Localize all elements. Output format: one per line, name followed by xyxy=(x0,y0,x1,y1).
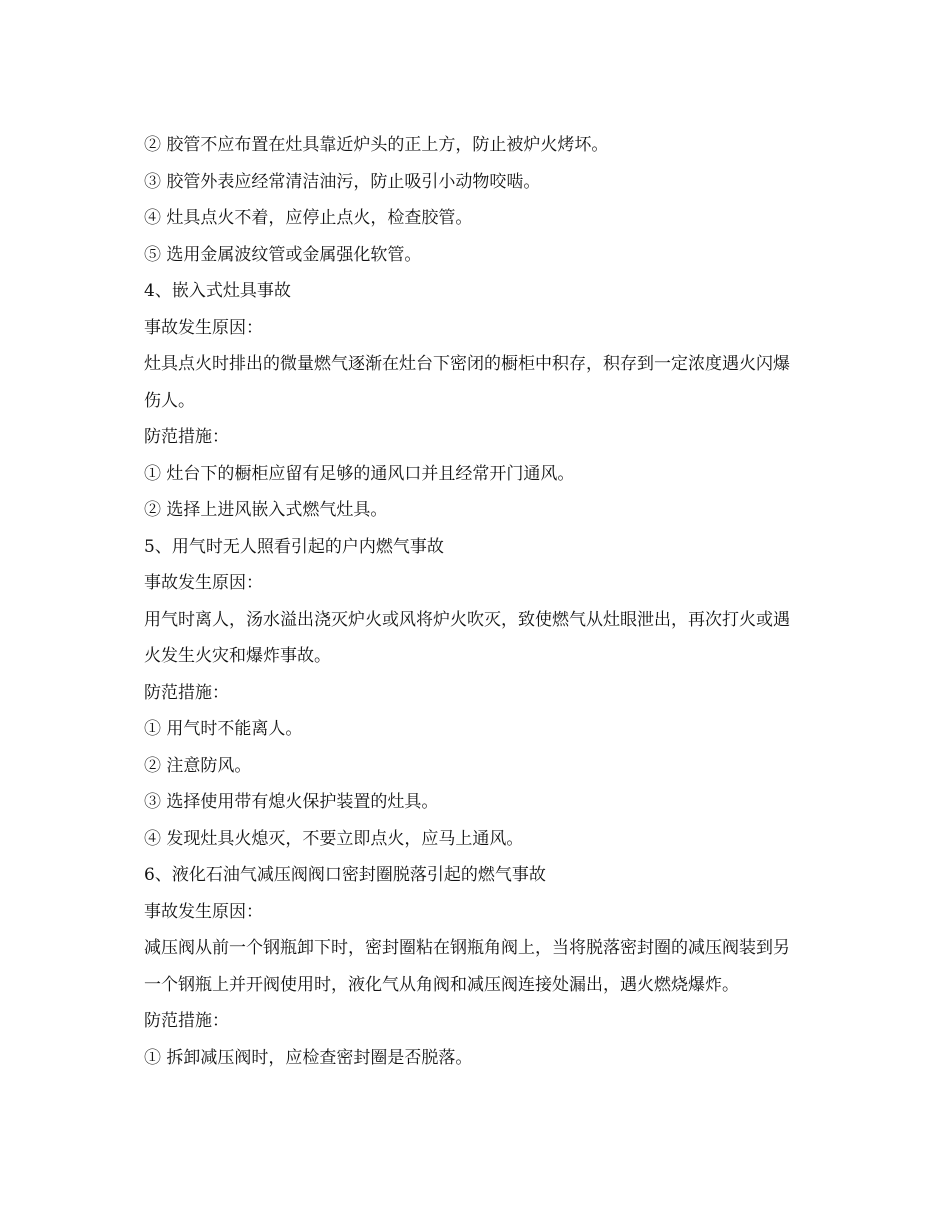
measure-item: ⑤ 选用金属波纹管或金属强化软管。 xyxy=(144,244,422,265)
measure-item: ④ 灶具点火不着，应停止点火，检查胶管。 xyxy=(144,208,473,228)
measure-item: ② 选择上进风嵌入式燃气灶具。 xyxy=(144,500,388,520)
cause-label: 事故发生原因： xyxy=(144,317,263,338)
measure-item: ① 拆卸减压阀时，应检查密封圈是否脱落。 xyxy=(144,1047,473,1068)
section-heading: 6、液化石油气减压阀阀口密封圈脱落引起的燃气事故 xyxy=(144,865,546,885)
measures-label: 防范措施： xyxy=(144,427,229,447)
measure-item: ② 胶管不应布置在灶具靠近炉头的正上方，防止被炉火烤坏。 xyxy=(144,135,609,155)
section-heading: 4、嵌入式灶具事故 xyxy=(144,281,291,301)
section-heading: 5、用气时无人照看引起的户内燃气事故 xyxy=(144,536,444,557)
measure-item: ③ 选择使用带有熄火保护装置的灶具。 xyxy=(144,792,439,812)
measures-label: 防范措施： xyxy=(144,682,229,703)
measure-item: ② 注意防风。 xyxy=(144,755,252,776)
cause-label: 事故发生原因： xyxy=(144,901,263,922)
measure-item: ① 用气时不能离人。 xyxy=(144,719,303,739)
measure-item: ④ 发现灶具火熄灭，不要立即点火，应马上通风。 xyxy=(144,828,524,849)
cause-label: 事故发生原因： xyxy=(144,573,263,593)
cause-text: 用气时离人，汤水溢出浇灭炉火或风将炉火吹灭，致使燃气从灶眼泄出，再次打火或遇火发生火灾和爆炸事故。 xyxy=(144,609,790,666)
measures-label: 防范措施： xyxy=(144,1011,229,1031)
document-body xyxy=(144,127,804,1076)
cause-text: 灶具点火时排出的微量燃气逐渐在灶台下密闭的橱柜中积存，积存到一定浓度遇火闪爆伤人。 xyxy=(144,354,790,411)
measure-item: ③ 胶管外表应经常清洁油污，防止吸引小动物咬啮。 xyxy=(144,171,541,192)
cause-text: 减压阀从前一个钢瓶卸下时，密封圈粘在钢瓶角阀上，当将脱落密封圈的减压阀装到另一个钢瓶上并开阀使用时，液化气从角阀和减压阀连接处漏出，遇火燃烧爆炸。 xyxy=(144,938,790,995)
measure-item: ① 灶台下的橱柜应留有足够的通风口并且经常开门通风。 xyxy=(144,463,575,484)
